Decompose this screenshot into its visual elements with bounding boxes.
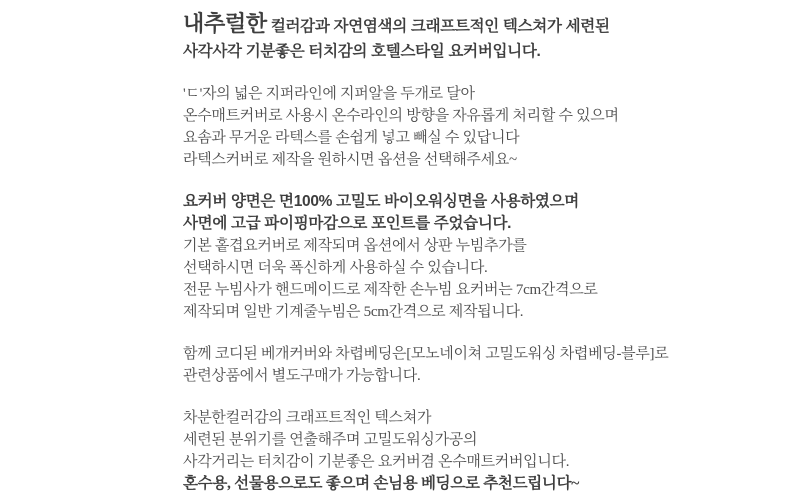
intro-line-2: 사각사각 기분좋은 터치감의 호텔스타일 요커버입니다. — [183, 43, 541, 60]
closing-line-1: 차분한컬러감의 크래프트적인 텍스쳐가 — [183, 410, 432, 426]
fabric-bold-line-1: 요커버 양면은 면100% 고밀도 바이오워싱면을 사용하였으며 — [183, 193, 579, 210]
fabric-bold-line-2: 사면에 고급 파이핑마감으로 포인트를 주었습니다. — [183, 215, 512, 232]
closing-bold-line-4: 혼수용, 선물용으로도 좋으며 손님용 베딩으로 추천드립니다~ — [183, 475, 580, 492]
intro-paragraph — [183, 10, 780, 63]
closing-line-2: 세련된 분위기를 연출해주며 고밀도워싱가공의 — [183, 432, 478, 448]
zipper-line-2: 온수매트커버로 사용시 온수라인의 방향을 자유롭게 처리할 수 있으며 — [183, 108, 619, 124]
related-line-2: 관련상품에서 별도구매가 가능합니다. — [183, 368, 421, 384]
intro-line-1-rest: 컬러감과 자연염색의 크래프트적인 텍스쳐가 세련된 — [266, 18, 610, 35]
closing-line-3: 사각거리는 터치감이 기분좋은 요커버겸 온수매트커버입니다. — [183, 454, 570, 470]
zipper-line-1: 'ㄷ'자의 넓은 지퍼라인에 지퍼알을 두개로 달아 — [183, 86, 475, 102]
zipper-line-4: 라텍스커버로 제작을 원하시면 옵션을 선택해주세요~ — [183, 152, 517, 168]
fabric-line-6: 제작되며 일반 기계줄누빔은 5cm간격으로 제작됩니다. — [183, 304, 524, 320]
intro-line-1 — [183, 10, 780, 41]
zipper-line-3: 요솜과 무거운 라텍스를 손쉽게 넣고 빼실 수 있답니다 — [183, 130, 520, 146]
intro-lead-word: 내추럴한 — [183, 11, 267, 36]
fabric-paragraph — [183, 191, 780, 323]
related-line-1: 함께 코디된 베개커버와 차렵베딩은[모노네이쳐 고밀도워싱 차렵베딩-블루]로 — [183, 346, 669, 362]
closing-paragraph — [183, 407, 780, 494]
zipper-paragraph — [183, 83, 780, 171]
related-items-paragraph — [183, 343, 780, 387]
fabric-line-3: 기본 홑겹요커버로 제작되며 옵션에서 상판 누빔추가를 — [183, 238, 527, 254]
fabric-line-4: 선택하시면 더욱 폭신하게 사용하실 수 있습니다. — [183, 260, 488, 276]
fabric-line-5: 전문 누빔사가 핸드메이드로 제작한 손누빔 요커버는 7cm간격으로 — [183, 282, 598, 298]
